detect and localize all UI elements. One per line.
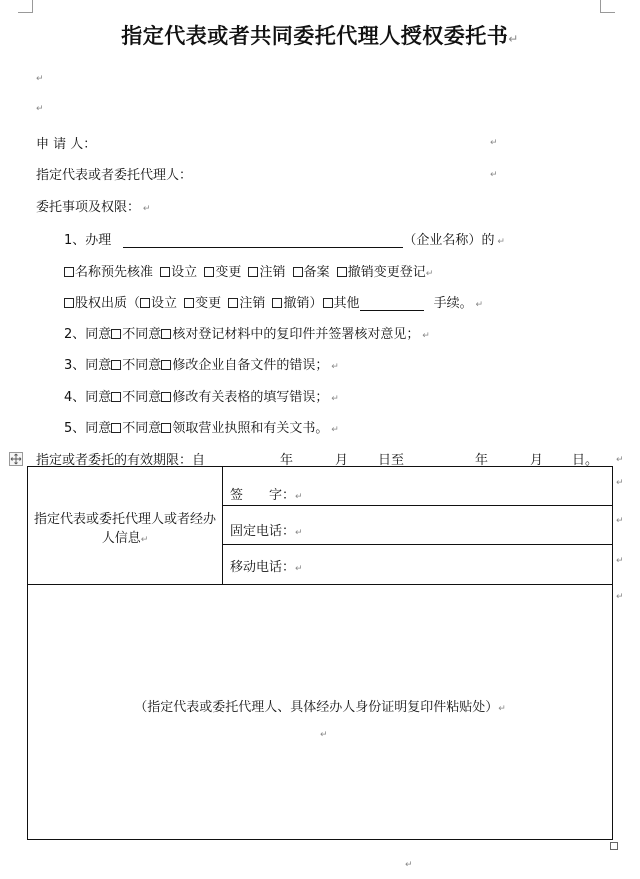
- validity-month-2: 月: [530, 453, 544, 468]
- checkbox-item-3-agree[interactable]: [111, 360, 121, 370]
- table-divider: [222, 544, 613, 545]
- phone-label: 固定电话：↵: [230, 524, 303, 539]
- item-5-line: 5、同意 不同意 领取营业执照和有关文书。 ↵: [64, 421, 339, 436]
- checkbox-establish[interactable]: [160, 267, 170, 277]
- checkbox-item-3-disagree[interactable]: [161, 360, 171, 370]
- document-title: 指定代表或者共同委托代理人授权委托书↵: [121, 24, 519, 48]
- table-left-label: 指定代表或委托代理人或者经办人信息↵: [33, 512, 216, 546]
- checkbox-filing[interactable]: [293, 267, 303, 277]
- crop-mark-top-right: [600, 0, 615, 13]
- item-3-line: 3、同意 不同意 修改企业自备文件的错误； ↵: [64, 358, 339, 373]
- validity-year-2: 年: [475, 453, 489, 468]
- checkbox-pledge-cancel[interactable]: [228, 298, 238, 308]
- table-move-handle-icon[interactable]: [9, 452, 23, 466]
- scope-line: 委托事项及权限： ↵: [36, 200, 151, 215]
- item-2-line: 2、同意 不同意 核对登记材料中的复印件并签署核对意见； ↵: [64, 327, 430, 342]
- validity-day-to: 日至: [378, 453, 405, 468]
- checkbox-other[interactable]: [323, 298, 333, 308]
- checkbox-pledge-establish[interactable]: [140, 298, 150, 308]
- checkbox-change[interactable]: [204, 267, 214, 277]
- paragraph-mark: ↵: [490, 138, 498, 148]
- company-name-field[interactable]: [123, 234, 403, 248]
- signature-label: 签 字：↵: [230, 488, 303, 503]
- validity-day-2: 日。: [572, 453, 599, 468]
- checkbox-item-5-disagree[interactable]: [161, 423, 171, 433]
- validity-line: 指定或者委托的有效期限：自: [36, 453, 206, 468]
- checkbox-name-preapproval[interactable]: [64, 267, 74, 277]
- checkbox-item-5-agree[interactable]: [111, 423, 121, 433]
- checkbox-item-4-agree[interactable]: [111, 392, 121, 402]
- checkbox-item-2-agree[interactable]: [111, 329, 121, 339]
- crop-mark-top-left: [18, 0, 33, 13]
- agent-line: 指定代表或者委托代理人：: [36, 168, 193, 183]
- table-resize-handle[interactable]: [610, 842, 618, 850]
- cell-end-mark: ↵: [616, 556, 624, 566]
- other-field[interactable]: [360, 297, 424, 311]
- paragraph-mark: ↵: [616, 455, 624, 465]
- checkbox-pledge-revoke[interactable]: [272, 298, 282, 308]
- applicant-line: 申 请 人：: [36, 137, 97, 152]
- checkbox-item-4-disagree[interactable]: [161, 392, 171, 402]
- item-4-line: 4、同意 不同意 修改有关表格的填写错误； ↵: [64, 390, 339, 405]
- validity-month-1: 月: [335, 453, 349, 468]
- paragraph-mark: ↵: [320, 730, 328, 740]
- validity-year-1: 年: [280, 453, 294, 468]
- paragraph-mark: ↵: [36, 104, 44, 114]
- cell-end-mark: ↵: [616, 478, 624, 488]
- options-row-1: 名称预先核准 设立 变更 注销 备案 撤销变更登记↵: [64, 261, 433, 280]
- checkbox-equity-pledge[interactable]: [64, 298, 74, 308]
- checkbox-cancel[interactable]: [248, 267, 258, 277]
- item-1-line: 1、办理 （企业名称）的 ↵: [64, 233, 505, 248]
- checkbox-revoke-change[interactable]: [337, 267, 347, 277]
- paragraph-mark: ↵: [490, 170, 498, 180]
- cell-end-mark: ↵: [616, 516, 624, 526]
- mobile-label: 移动电话：↵: [230, 560, 303, 575]
- paste-area-text: （指定代表或委托代理人、具体经办人身份证明复印件粘贴处）↵: [134, 700, 506, 715]
- options-row-2: 股权出质（ 设立 变更 注销 撤销） 其他 手续。 ↵: [64, 292, 483, 311]
- paragraph-mark: ↵: [36, 74, 44, 84]
- checkbox-pledge-change[interactable]: [184, 298, 194, 308]
- table-divider: [222, 505, 613, 506]
- table-divider: [27, 584, 613, 585]
- table-divider: [222, 466, 223, 584]
- checkbox-item-2-disagree[interactable]: [161, 329, 171, 339]
- paragraph-mark: ↵: [405, 860, 413, 870]
- cell-end-mark: ↵: [616, 592, 624, 602]
